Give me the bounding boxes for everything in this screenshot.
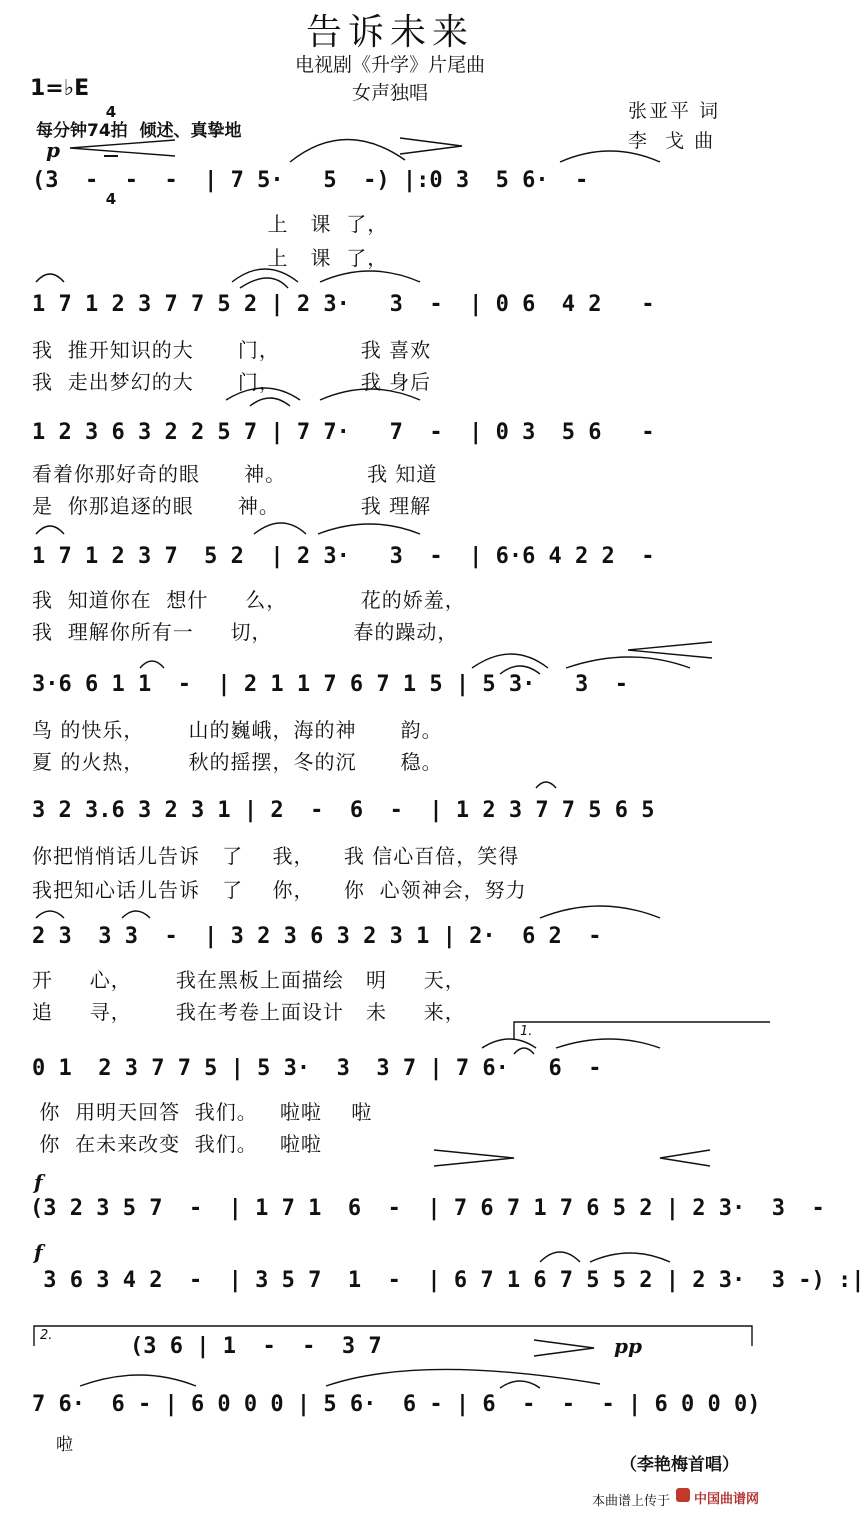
score-row-2-lyrics-verse2: 我 走出梦幻的大 门， 我 身后 (32, 370, 432, 394)
score-row-7-lyrics-verse2: 追 寻， 我在考卷上面设计 未 来， (32, 1000, 466, 1024)
time-signature-top: 4 (105, 103, 117, 121)
slur (540, 1252, 580, 1262)
dynamic-f: f (34, 1170, 43, 1194)
slur (250, 398, 290, 406)
score-row-10-notes: 3 6 3 4 2 - | 3 5 7 1 - | 6 7 1 6 7 5 5 2 | 2 3· 3 -) :| (30, 1268, 864, 1293)
premiere-credit: （李艳梅首唱） (620, 1455, 739, 1475)
slur (540, 906, 660, 918)
slur (36, 274, 64, 282)
key-signature: 1=♭E (30, 76, 90, 101)
score-row-3-notes: 1 2 3 6 3 2 2 5 7 | 7 7· 7 - | 0 3 5 6 - (32, 420, 655, 445)
slur (36, 911, 64, 918)
score-row-1-lyrics-verse1: 上 课 了， (32, 212, 389, 236)
slur (500, 1381, 540, 1388)
score-row-7-notes: 2 3 3 3 - | 3 2 3 6 3 2 3 1 | 2· 6 2 - (32, 924, 602, 949)
performance-type: 女声独唱 (351, 82, 428, 104)
score-row-11-upper-notes: (3 6 | 1 - - 3 7 (130, 1334, 382, 1359)
decrescendo-hairpin (400, 138, 462, 154)
crescendo-hairpin (70, 140, 175, 156)
score-row-5-notes: 3·6 6 1 1 - | 2 1 1 7 6 7 1 5 | 5 3· 3 - (32, 672, 629, 697)
slur (36, 526, 64, 534)
slur (326, 1369, 600, 1386)
lyricist-credit: 张亚平 词 (628, 100, 721, 122)
slur (590, 1253, 670, 1262)
crescendo-hairpin (434, 1150, 514, 1166)
site-watermark: 中国曲谱网 (694, 1492, 760, 1507)
volta-bracket (514, 1022, 770, 1040)
score-row-8-lyrics-verse1: 你 用明天回答 我们。 啦啦 啦 (32, 1100, 373, 1124)
tempo-marking: 每分钟74拍 倾述、真挚地 (36, 121, 242, 141)
slur (536, 782, 556, 788)
slur (482, 1039, 536, 1048)
score-row-4-notes: 1 7 1 2 3 7 5 2 | 2 3· 3 - | 6·6 4 2 2 - (32, 544, 655, 569)
slur (240, 278, 288, 288)
score-row-9-notes: (3 2 3 5 7 - | 1 7 1 6 - | 7 6 7 1 7 6 5 2 | 2 3· 3 - (30, 1196, 825, 1221)
slur (556, 1039, 660, 1048)
dynamic-pp: pp (614, 1334, 642, 1358)
composer-credit: 李 戈 曲 (628, 130, 716, 152)
score-row-4-lyrics-verse2: 我 理解你所有一 切， 春的躁动， (32, 620, 459, 644)
score-row-4-lyrics-verse1: 我 知道你在 想什 么， 花的娇羞， (32, 588, 466, 612)
score-row-2-lyrics-verse1: 我 推开知识的大 门， 我 喜欢 (32, 338, 432, 362)
score-row-3-lyrics-verse1: 看着你那好奇的眼 神。 我 知道 (32, 462, 438, 486)
score-row-3-lyrics-verse2: 是 你那追逐的眼 神。 我 理解 (32, 494, 432, 518)
volta-1-label: 1. (520, 1024, 533, 1039)
score-row-2-notes: 1 7 1 2 3 7 7 5 2 | 2 3· 3 - | 0 6 4 2 - (32, 292, 655, 317)
score-row-5-lyrics-verse1: 鸟 的快乐， 山的巍峨，海的神 韵。 (32, 718, 443, 742)
score-row-11-lyrics: 啦 (56, 1435, 74, 1455)
score-row-11-notes: 7 6· 6 - | 6 0 0 0 | 5 6· 6 - | 6 - - - | 6 0 0 0) (32, 1392, 761, 1417)
dynamic-f: f (34, 1240, 43, 1264)
slur (318, 524, 420, 534)
score-row-1-lyrics-verse2: 上 课 了， (32, 246, 389, 270)
volta-2-label: 2. (40, 1328, 53, 1343)
upload-note: 本曲谱上传于 (592, 1494, 671, 1509)
score-row-8-notes: 0 1 2 3 7 7 5 | 5 3· 3 3 7 | 7 6· 6 - (32, 1056, 602, 1081)
song-subtitle: 电视剧《升学》片尾曲 (294, 54, 485, 76)
slur (560, 151, 660, 162)
crescendo-hairpin (628, 642, 712, 658)
song-title: 告诉未来 (305, 12, 474, 53)
slur (140, 661, 164, 668)
score-row-5-lyrics-verse2: 夏 的火热， 秋的摇摆，冬的沉 稳。 (32, 750, 443, 774)
time-signature-bottom: 4 (105, 190, 117, 208)
slur (122, 911, 150, 918)
dynamic-p: p (46, 138, 60, 162)
score-row-6-lyrics-verse1: 你把悄悄话儿告诉 了 我， 我 信心百倍，笑得 (32, 844, 520, 868)
score-row-1-notes: (3 - - - | 7 5· 5 -) |:0 3 5 6· - (32, 168, 589, 193)
slur (320, 271, 420, 282)
slur (472, 654, 548, 668)
slur (566, 657, 690, 668)
slur (80, 1375, 196, 1386)
score-row-8-lyrics-verse2: 你 在未来改变 我们。 啦啦 (32, 1132, 322, 1156)
decrescendo-hairpin (534, 1340, 594, 1356)
slur (514, 1048, 534, 1054)
score-row-6-notes: 3 2 3.6 3 2 3 1 | 2 - 6 - | 1 2 3 7 7 5 6 5 (32, 798, 655, 823)
crescendo-hairpin (660, 1150, 710, 1166)
site-logo-icon (676, 1488, 690, 1502)
slur (254, 523, 306, 534)
slur (290, 139, 405, 162)
score-row-6-lyrics-verse2: 我把知心话儿告诉 了 你， 你 心领神会，努力 (32, 878, 527, 902)
score-row-7-lyrics-verse1: 开 心， 我在黑板上面描绘 明 天， (32, 968, 466, 992)
